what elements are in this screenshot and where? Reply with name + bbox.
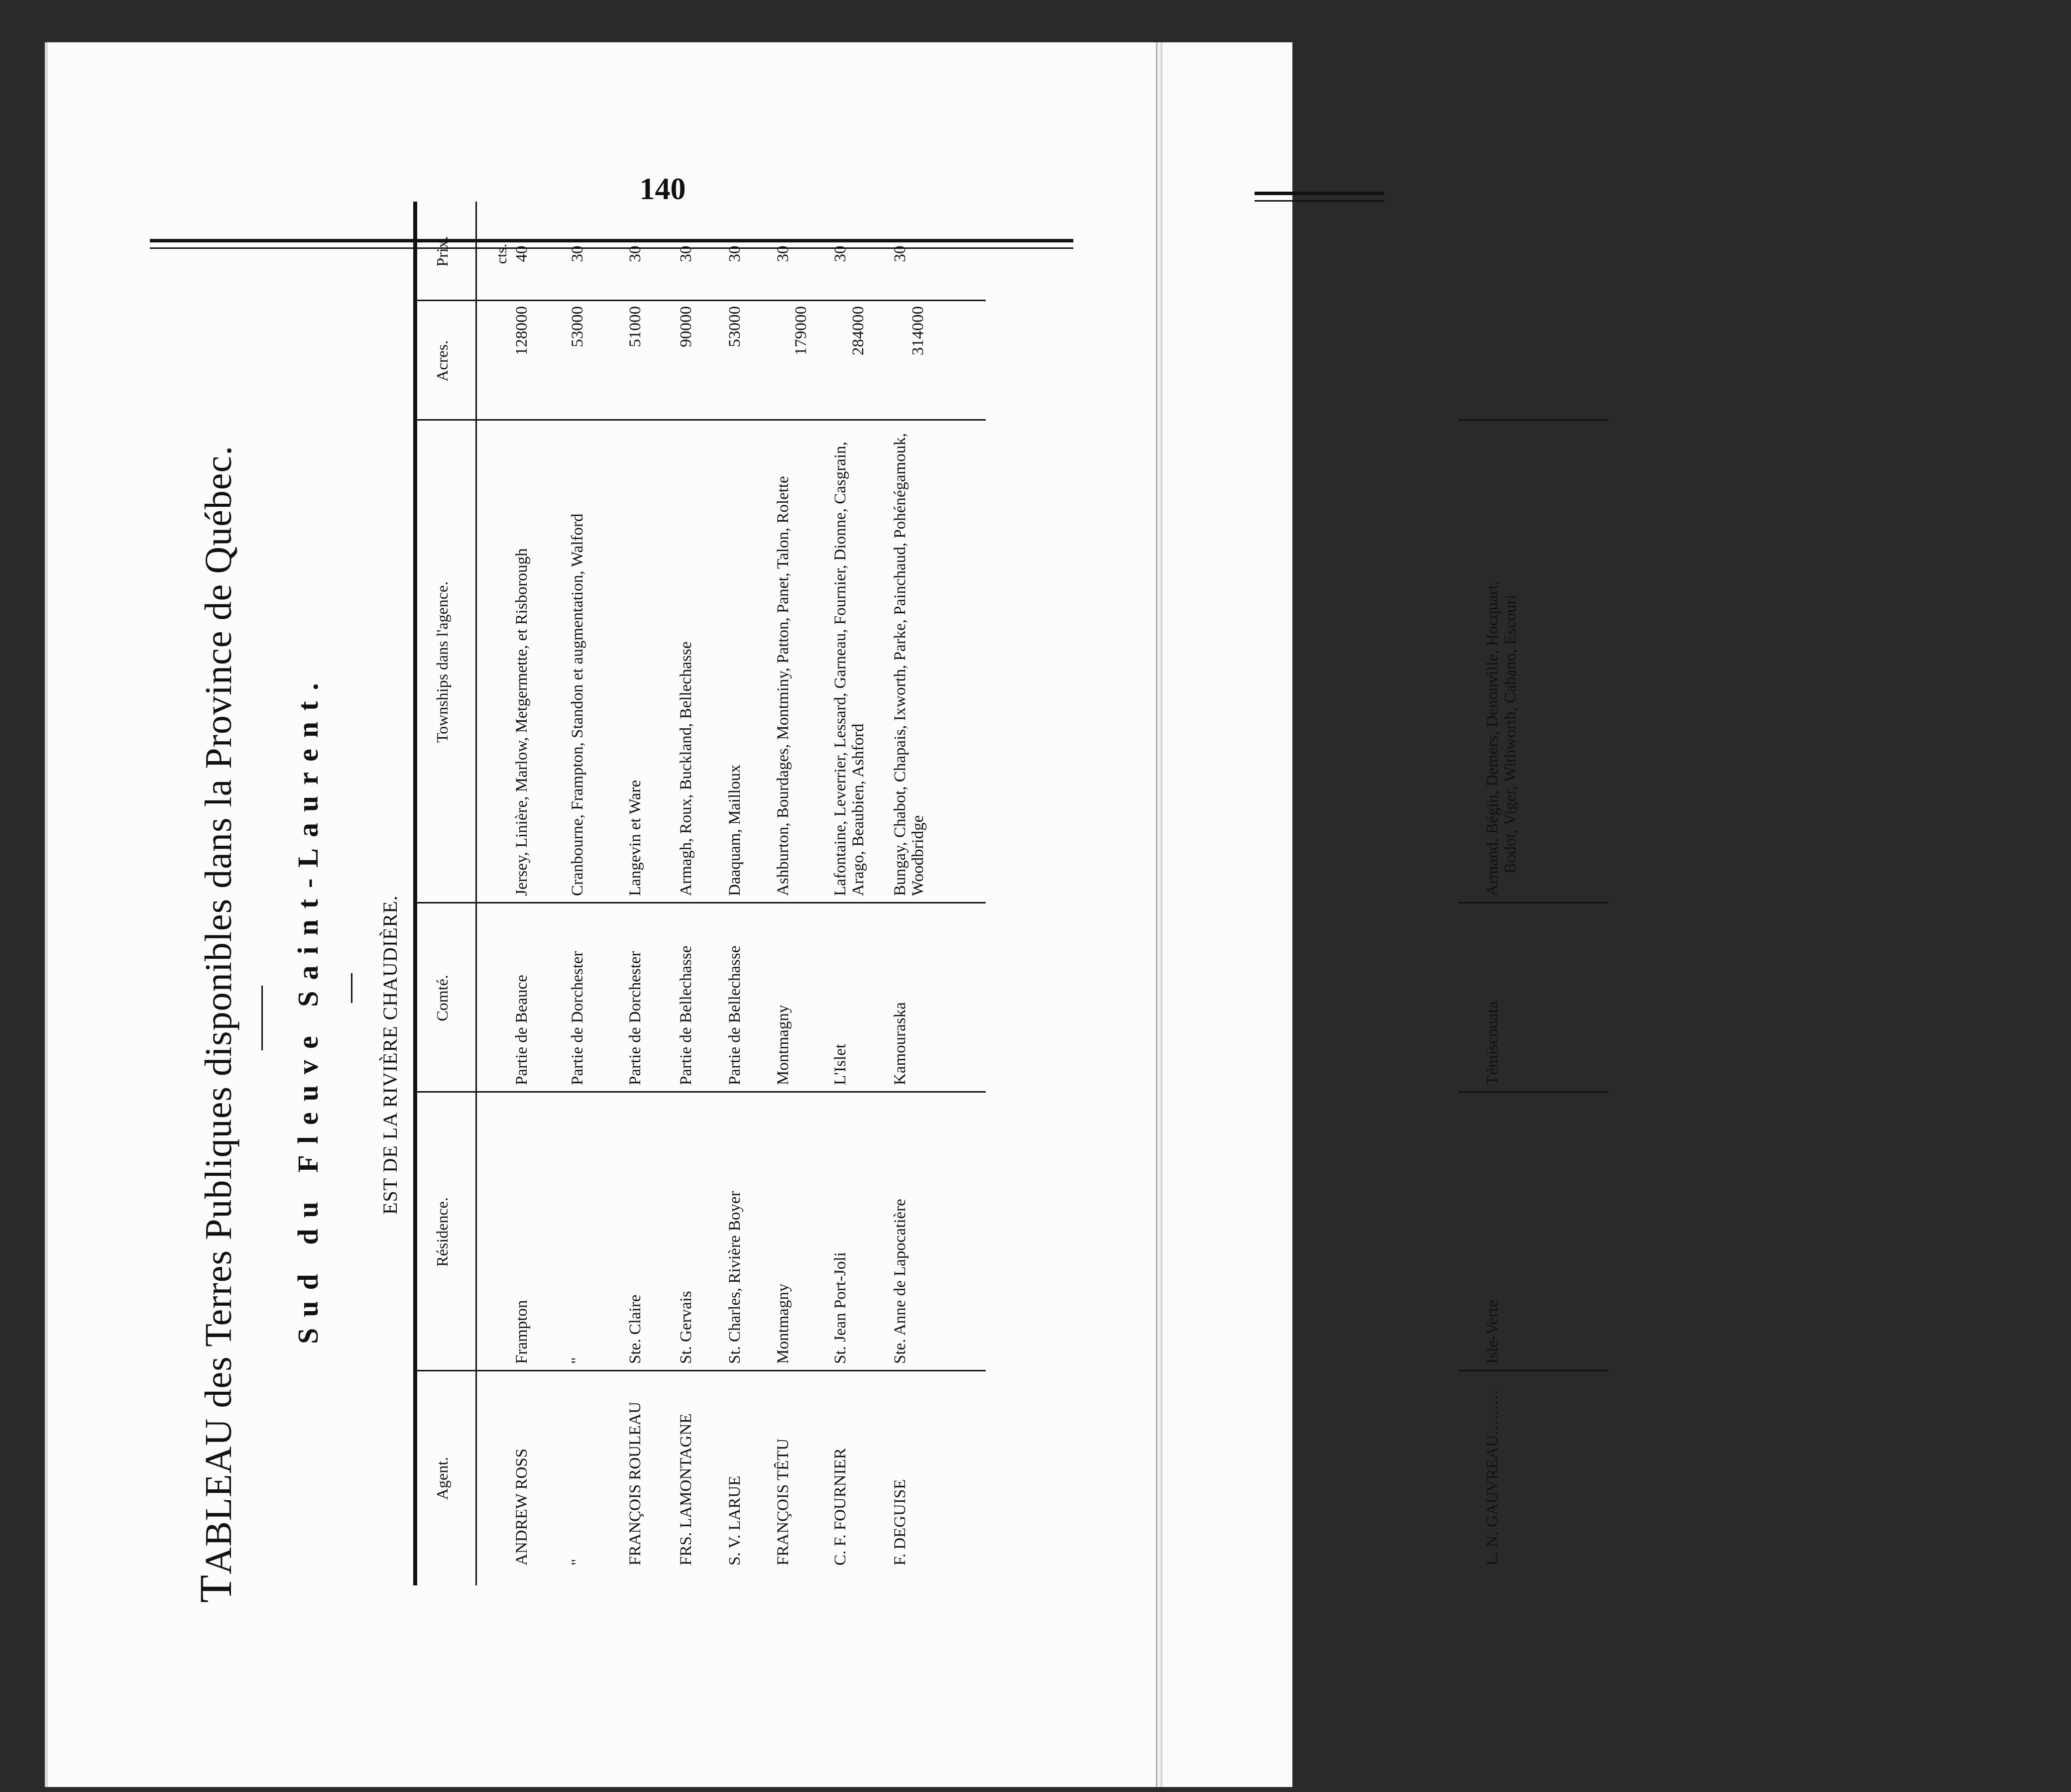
next-townships-line1: Armand, Bégin, Demers, Denonville, Hocquart,: [1484, 580, 1501, 896]
cell-acres: 179000: [792, 306, 810, 355]
column-divider: [1459, 902, 1608, 903]
cell-agent: FRANÇOIS TÊTU: [774, 1438, 792, 1566]
cell-acres: 128000: [513, 306, 531, 355]
prix-unit: cts.: [493, 243, 510, 264]
header-agent: Agent.: [433, 1456, 451, 1500]
section-heading: EST DE LA RIVIÈRE CHAUDIÈRE.: [379, 895, 401, 1215]
cell-residence: St. Gervais: [677, 1291, 695, 1364]
header-townships: Townships dans l'agence.: [433, 581, 451, 743]
column-divider: [1459, 419, 1608, 421]
next-comte: Témiscouata: [1484, 1001, 1501, 1085]
cell-agent: ": [569, 1559, 586, 1566]
land-table: [413, 202, 986, 1585]
header-residence: Résidence.: [433, 1197, 451, 1267]
cell-residence: St. Charles, Rivière Boyer: [726, 1191, 744, 1364]
cell-prix: 30: [831, 245, 849, 262]
next-residence: Isle-Verte: [1484, 1300, 1501, 1364]
cell-comte: Partie de Bellechasse: [726, 945, 744, 1085]
cell-comte: Partie de Dorchester: [626, 951, 644, 1085]
cell-comte: Partie de Bellechasse: [677, 945, 695, 1085]
table-header-rule: [475, 202, 477, 1585]
cell-residence: St. Jean Port-Joli: [831, 1252, 849, 1364]
cell-comte: Partie de Dorchester: [569, 951, 586, 1085]
page-title: TABLEAU des Terres Publiques disponibles dans la Province de Québec.: [190, 445, 241, 1603]
table-top-rule: [413, 202, 417, 1585]
cell-comte: Kamouraska: [891, 1002, 909, 1085]
cell-prix: 30: [569, 245, 586, 262]
cell-townships: Langevin et Ware: [626, 780, 644, 896]
cell-residence: Ste. Claire: [626, 1294, 644, 1364]
page-fold-edge: [1156, 42, 1162, 1787]
cell-acres: 284000: [849, 306, 867, 355]
column-divider: [413, 419, 986, 421]
cell-townships: Ashburton, Bourdages, Montminy, Patton, Panet, Talon, Rolette: [774, 476, 792, 896]
cell-townships: Bungay, Chabot, Chapais, Ixworth, Parke, Painchaud, Pohénégamouk, Woodbridge: [891, 433, 927, 896]
cell-prix: 40: [513, 245, 531, 262]
cell-residence: Frampton: [513, 1300, 531, 1364]
column-divider: [413, 1091, 986, 1093]
column-divider: [413, 1370, 986, 1371]
page-number: 140: [639, 172, 686, 206]
cell-prix: 30: [626, 245, 644, 262]
cell-townships: Jersey, Linière, Marlow, Metgermette, et Risborough: [513, 548, 531, 896]
cell-comte: L'Islet: [831, 1044, 849, 1085]
next-agent: L. N. GAUVREAU.........: [1484, 1389, 1501, 1566]
cell-acres: 90000: [677, 306, 695, 347]
next-page-rotated-content: [1175, 194, 2071, 1603]
title-divider: [261, 986, 263, 1050]
cell-residence: ": [569, 1357, 586, 1364]
subtitle-divider: [351, 973, 352, 1003]
cell-agent: FRS. LAMONTAGNE: [677, 1413, 695, 1566]
column-divider: [1459, 1370, 1608, 1371]
column-divider: [413, 300, 986, 301]
cell-prix: 30: [726, 245, 744, 262]
column-divider: [1459, 1091, 1608, 1093]
cell-townships: Lafontaine, Leverrier, Lessard, Garneau, Fournier, Dionne, Casgrain, Arago, Beaubien, Ashford: [831, 442, 867, 896]
cell-agent: FRANÇOIS ROULEAU: [626, 1401, 644, 1566]
column-divider: [413, 902, 986, 903]
cell-agent: S. V. LARUE: [726, 1475, 744, 1566]
cell-agent: ANDREW ROSS: [513, 1448, 531, 1566]
cell-agent: C. F. FOURNIER: [831, 1448, 849, 1566]
cell-townships: Daaquam, Mailloux: [726, 765, 744, 896]
cell-acres: 53000: [726, 306, 744, 347]
cell-comte: Partie de Beauce: [513, 975, 531, 1085]
cell-acres: 314000: [909, 306, 927, 355]
header-comte: Comté.: [433, 975, 451, 1021]
cell-acres: 51000: [626, 306, 644, 347]
cell-agent: F. DEGUISE: [891, 1479, 909, 1566]
cell-prix: 30: [774, 245, 792, 262]
rotated-page-content: [115, 194, 1011, 1603]
header-acres: Acres.: [433, 340, 451, 382]
next-page-table: [1474, 202, 2046, 1585]
cell-townships: Cranbourne, Frampton, Standon et augmentation, Walford: [569, 513, 586, 896]
cell-residence: Ste. Anne de Lapocatière: [891, 1199, 909, 1364]
next-townships-line2: Bodot, Viger, Withworth, Cabano, Escouri: [1501, 594, 1519, 874]
cell-acres: 53000: [569, 306, 586, 347]
page-subtitle: Sud du Fleuve Saint-Laurent.: [292, 672, 324, 1344]
cell-prix: 30: [891, 245, 909, 262]
header-prix: Prix.: [433, 236, 451, 267]
cell-prix: 30: [677, 245, 695, 262]
cell-townships: Armagh, Roux, Buckland, Bellechasse: [677, 641, 695, 896]
cell-comte: Montmagny: [774, 1005, 792, 1085]
cell-residence: Montmagny: [774, 1283, 792, 1364]
